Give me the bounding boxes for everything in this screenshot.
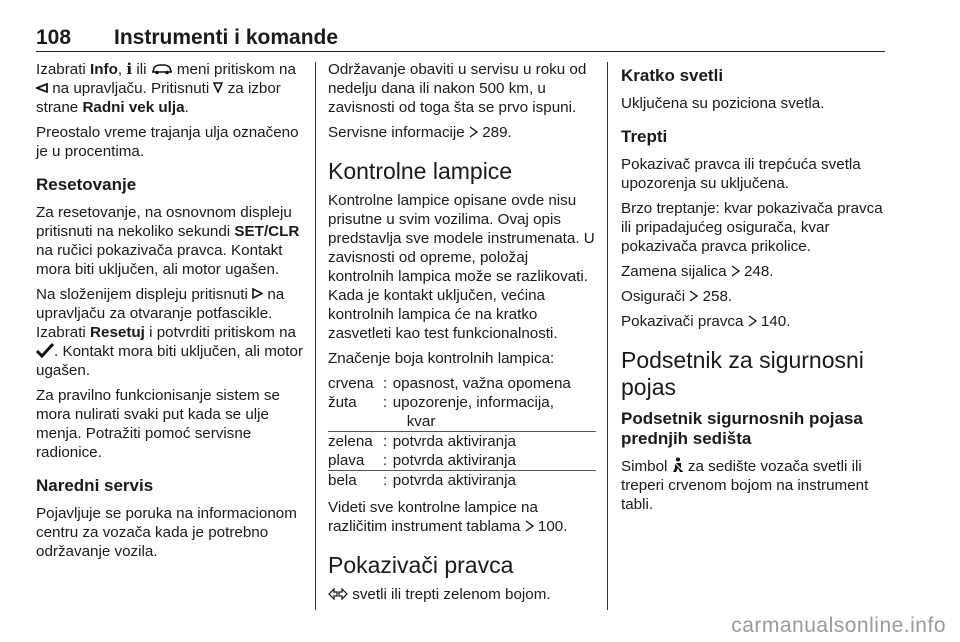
paragraph: Održavanje obaviti u servisu u roku od nedelju dana ili nakon 500 km, u zavisnosti od toga šta se prvo ispuni. — [328, 61, 587, 116]
column-1 — [36, 60, 304, 567]
paragraph: Servisne informacije 289. — [328, 124, 512, 141]
turn-signal-arrows-icon — [328, 588, 348, 600]
table-row: bela : potvrda aktiviranja — [328, 472, 516, 489]
section-heading: Podsetnik sigurnosnih pojasa prednjih sedišta — [621, 409, 863, 448]
chapter-heading: Pokazivači pravca — [328, 552, 514, 578]
ref-arrow-icon — [469, 126, 478, 138]
paragraph: Za pravilno funkcionisanje sistem se mora nulirati svaki put kada se ulje menja. Potražiti pomoć servisne radionice. — [36, 387, 280, 461]
paragraph: Simbol za sedište vozača svetli ili treperi crvenom bojom na instrument tabli. — [621, 458, 869, 513]
section-heading: Trepti — [621, 127, 668, 146]
paragraph: Na složenijem displeju pritisnuti na upravljaču za otvaranje potfascikle. Izabrati Resetuj i potvrditi pritiskom na . Kontakt mora biti uključen, ali motor ugašen. — [36, 286, 304, 379]
paragraph: Izabrati Info, i ili meni pritiskom na na upravljaču. Pritisnuti za izbor strane Radni vek ulja. — [36, 60, 296, 116]
paragraph: Pojavljuje se poruka na informacionom centru za vozača kada je potrebno održavanje vozila. — [36, 505, 297, 560]
paragraph: Videti sve kontrolne lampice na različitim instrument tablama 100. — [328, 499, 568, 535]
paragraph: Preostalo vreme trajanja ulja označeno je u procentima. — [36, 124, 299, 160]
page-number: 108 — [36, 26, 72, 49]
paragraph: Za resetovanje, na osnovnom displeju pritisnuti na nekoliko sekundi SET/CLR na ručici pokazivača pravca. Kontakt mora biti uključen, ali motor ugašen. — [36, 204, 300, 278]
watermark: carmanualsonline.info — [731, 614, 946, 637]
paragraph: Brzo treptanje: kvar pokazivača pravca ili pripadajućeg osigurača, kvar pokazivača pravca prikolice. — [621, 200, 883, 255]
down-triangle-icon — [213, 82, 223, 93]
table-row: kvar — [328, 412, 596, 432]
paragraph: Pokazivači pravca 140. — [621, 313, 791, 330]
chapter-heading: Podsetnik za sigurnosni pojas — [621, 347, 864, 400]
column-2 — [328, 60, 596, 610]
paragraph: Pokazivač pravca ili trepćuća svetla upozorenja su uključena. — [621, 156, 861, 192]
right-triangle-icon — [252, 288, 263, 299]
column-divider — [607, 62, 608, 610]
paragraph: Značenje boja kontrolnih lampica: — [328, 350, 555, 367]
section-heading: Resetovanje — [36, 175, 137, 194]
header-rule — [36, 51, 885, 52]
paragraph: Uključena su poziciona svetla. — [621, 95, 825, 112]
column-3 — [621, 60, 886, 520]
table-row: crvena : opasnost, važna opomena — [328, 375, 571, 392]
ref-arrow-icon — [748, 315, 757, 327]
ref-arrow-icon — [731, 265, 740, 277]
info-icon: i — [126, 60, 133, 78]
paragraph: Zamena sijalica 248. — [621, 263, 774, 280]
checkmark-icon — [36, 342, 54, 358]
page-title: Instrumenti i komande — [114, 26, 339, 49]
table-row: zelena : potvrda aktiviranja — [328, 433, 516, 450]
table-row: plava : potvrda aktiviranja — [328, 451, 596, 471]
back-triangle-icon — [36, 83, 48, 93]
column-divider — [315, 62, 316, 610]
paragraph: Kontrolne lampice opisane ovde nisu prisutne u svim vozilima. Ovaj opis predstavlja sve modele instrumenata. U zavisnosti od opreme, položaj kontrolnih lampica može se razlikovati. Kada je kontakt uključen, većina kontrolnih lampica će na kratko zasvetleti kao test funkcionalnosti. — [328, 192, 595, 342]
ref-arrow-icon — [525, 520, 534, 532]
section-heading: Naredni servis — [36, 476, 154, 495]
paragraph: Osigurači 258. — [621, 288, 733, 305]
ref-arrow-icon — [689, 290, 698, 302]
color-meaning-table — [328, 374, 596, 490]
seatbelt-icon — [672, 457, 684, 473]
paragraph: svetli ili trepti zelenom bojom. — [328, 585, 596, 604]
section-heading: Kratko svetli — [621, 66, 724, 85]
chapter-heading: Kontrolne lampice — [328, 158, 513, 184]
table-row: žuta : upozorenje, informacija, — [328, 394, 554, 411]
car-icon — [151, 63, 173, 75]
page-header — [36, 20, 886, 52]
